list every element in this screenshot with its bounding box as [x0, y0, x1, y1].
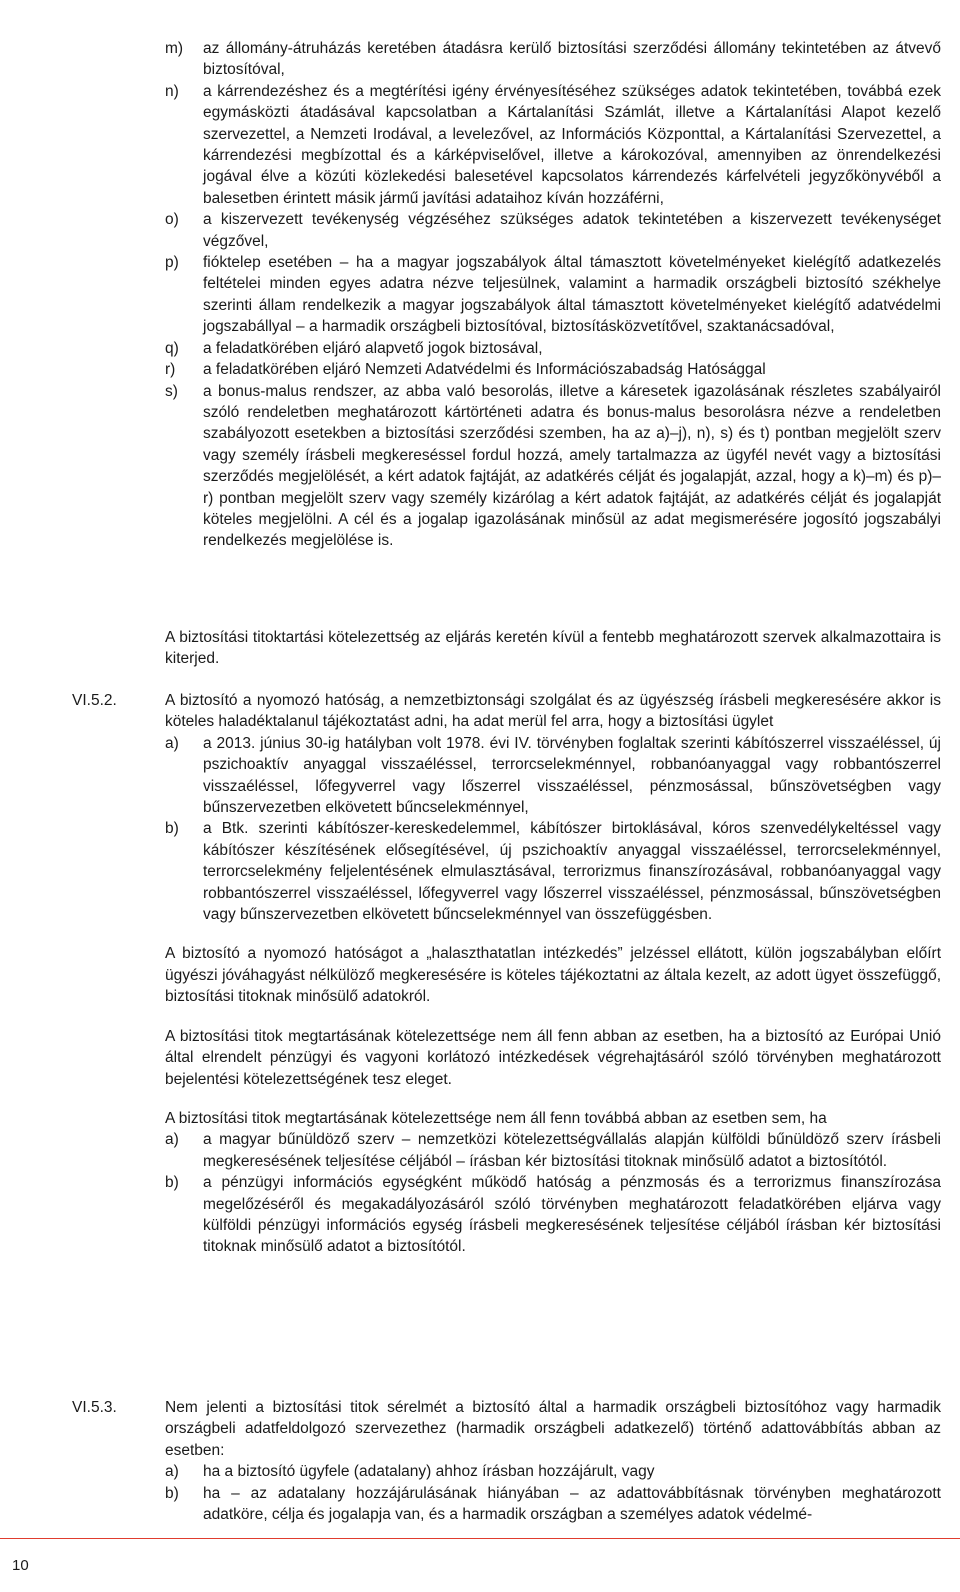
list-item-o — [165, 209, 941, 252]
list-item-p — [165, 252, 941, 338]
footer-rule — [0, 1538, 960, 1539]
section-553-item-a — [165, 1461, 941, 1482]
list-text: a kiszervezett tevékenység végzéséhez szükséges adatok tekintetében a kiszervezett tevékenységet végzővel, — [203, 211, 941, 250]
list-label: s) — [165, 382, 178, 400]
section-552-item-a — [165, 733, 941, 819]
section-552-item2-b — [165, 1172, 941, 1258]
list-item-r — [165, 359, 941, 380]
section-553-intro: Nem jelenti a biztosítási titok sérelmét a biztosító által a harmadik országbeli biztosítóhoz vagy harmadik országbeli adatfeldolgozó szervezethez (harmadik országbeli adatkezelő) történő adattovábbítás abban az esetben: — [165, 1399, 941, 1459]
list-label: b) — [165, 1484, 179, 1502]
list-text: a pénzügyi információs egységként működő hatóság a pénzmosás és a terrorizmus finanszírozása megelőzéséről és megakadályozásáról szóló törvényben meghatározott feladatkörében eljárva vagy külföldi pénzügyi információs egység írásbeli megkeresésének teljesítése céljából írásban kér biztosítási titoknak minősülő adatot a biztosítótól. — [203, 1174, 941, 1256]
section-552-body — [165, 690, 941, 1258]
list-text: ha – az adatalany hozzájárulásának hiányában – az adattovábbításnak törvényben meghatározott adatköre, célja és jogalapja van, és a harmadik országban a személyes adatok védelmé- — [203, 1484, 941, 1524]
list-text: a kárrendezéshez és a megtérítési igény érvényesítéséhez szükséges adatok tekintetében, továbbá ezek egymásközti átadásával kapcsolatban a Kártalanítási Számlát, illetve a Kártalanítási Alapot kezelő szervezettel, a Nemzeti Irodával, a levelezővel, az Információs Központtal, a Kártalanítási Szervezettel, a kárrendezési megbízottal és a kárképviselővel, illetve a károkozóval, amennyiben az önrendelkezési jogával élve a közúti közlekedési balesetével kapcsolatos kárrendezés kárfelvételi jegyzőkönyvéből a balesetben érintett másik jármű javítási adataihoz kíván hozzáférni, — [203, 82, 941, 207]
section-552-item-b — [165, 818, 941, 925]
list-label: o) — [165, 211, 179, 229]
list-label: p) — [165, 254, 179, 272]
list-top — [165, 38, 941, 552]
list-item-m — [165, 38, 941, 81]
list-label: a) — [165, 1463, 179, 1481]
section-552-intro: A biztosító a nyomozó hatóság, a nemzetbiztonsági szolgálat és az ügyészség írásbeli megkeresésére akkor is köteles haladéktalanul tájékoztatást adni, ha adat merül fel arra, hogy a biztosítási ügylet — [165, 692, 941, 731]
confidentiality-paragraph: A biztosítási titoktartási kötelezettség az eljárás keretén kívül a fentebb meghatározott szervek alkalmazottaira is kiterjed. — [165, 629, 941, 668]
list-text: a magyar bűnüldöző szerv – nemzetközi kötelezettségvállalás alapján külföldi bűnüldöző szerv írásbeli megkeresésének teljesítése céljából – írásban kér biztosítási titoknak minősülő adatot a biztosítótól. — [203, 1131, 941, 1170]
list-text: a feladatkörében eljáró Nemzeti Adatvédelmi és Információszabadság Hatósággal — [203, 361, 766, 379]
list-text: ha a biztosító ügyfele (adatalany) ahhoz írásban hozzájárult, vagy — [203, 1463, 655, 1481]
list-text: a feladatkörében eljáró alapvető jogok biztosával, — [203, 339, 543, 357]
list-label: a) — [165, 1131, 179, 1149]
list-text: a 2013. június 30-ig hatályban volt 1978. évi IV. törvényben foglaltak szerinti kábítószerrel visszaéléssel, új pszichoaktív anyaggal visszaéléssel, terrorcselekménnyel, robbanóanyaggal vagy robbantószerrel visszaéléssel, lőfegyverrel vagy lőszerrel visszaéléssel, pénzmosással, bűnszövetségben vagy bűnszervezetben elkövetett bűncselekménnyel, — [203, 734, 941, 817]
list-label: r) — [165, 361, 176, 379]
section-number-553: VI.5.3. — [72, 1399, 117, 1416]
list-label: n) — [165, 82, 179, 100]
list-item-n — [165, 81, 941, 209]
list-text: fióktelep esetében – ha a magyar jogszabályok által támasztott követelményeket kielégítő adatkezelés feltételei minden egyes adatra nézve teljesülnek, valamint a harmadik országbeli biztosító székhelye szerinti állam rendelkezik a magyar jogszabályok által támasztott követelményeket kielégítő adatvédelmi jogszabállyal – a harmadik országbeli biztosítóval, biztosításközvetítővel, szaktanácsadóval, — [203, 254, 941, 336]
section-number-552: VI.5.2. — [72, 692, 117, 709]
section-553-body — [165, 1397, 941, 1525]
list-label: a) — [165, 734, 179, 752]
section-552-para-1: A biztosító a nyomozó hatóságot a „halaszthatatlan intézkedés” jelzéssel ellátott, külön jogszabályban előírt ügyészi jóváhagyást nélkülöző megkeresésére is köteles tájékoztatni az általa kezelt, az adott ügyet összefüggő, biztosítási titoknak minősülő adatokról. — [165, 945, 941, 1006]
list-text: a Btk. szerinti kábítószer-kereskedelemmel, kábítószer birtoklásával, kóros szenvedélykeltéssel vagy kábítószer készítésének elősegítésével, új pszichoaktív anyaggal visszaéléssel, terrorcselekménnyel, terrorcselekmény feljelentésének elmulasztásával, terrorizmus finanszírozásával, robbanóanyaggal vagy robbantószerrel visszaéléssel, lőfegyverrel vagy lőszerrel visszaéléssel, pénzmosással, bűnszövetségben vagy bűnszervezetben elkövetett bűncselekménnyel van összefüggésben. — [203, 820, 941, 924]
list-label: b) — [165, 1174, 179, 1192]
section-552-item2-a — [165, 1129, 941, 1172]
list-label: b) — [165, 820, 179, 838]
list-item-q — [165, 338, 941, 359]
section-552-para-3: A biztosítási titok megtartásának kötelezettsége nem áll fenn továbbá abban az esetben sem, ha — [165, 1109, 827, 1127]
page-number: 10 — [12, 1557, 29, 1574]
section-552-para-2: A biztosítási titok megtartásának kötelezettsége nem áll fenn abban az esetben, ha a biztosító az Európai Unió által elrendelt pénzügyi és vagyoni korlátozó intézkedések végrehajtásáról szóló törvényben meghatározott bejelentési kötelezettségének tesz eleget. — [165, 1027, 941, 1088]
list-label: m) — [165, 40, 184, 57]
list-item-s — [165, 381, 941, 552]
list-text: az állomány-átruházás keretében átadásra kerülő biztosítási szerződési állomány tekintetében az átvevő biztosítóval, — [203, 40, 941, 79]
section-553-item-b — [165, 1483, 941, 1526]
list-text: a bonus-malus rendszer, az abba való besorolás, illetve a káresetek igazolásának részletes szabályairól szóló rendeletben meghatározott kártörténeti adatra és bonus-malus besorolásra nézve a rendeletben szabályozott esetekben a biztosítási szerződési szemben, ha az a)–j), n), s) és t) pontban megjelölt szerv vagy személy írásbeli megkereséssel fordul hozzá, amely tartalmazza az ügyfél nevét vagy a biztosítási szerződés megjelölését, a kért adatok fajtáját, az adatkérés célját és jogalapját, azzal, hogy a k)–m) és p)–r) pontban megjelölt szerv vagy személy kizárólag a kért adatok fajtáját, az adatkérés célját és jogalapját köteles megjelölni. A cél és a jogalap igazolásának minősül az adat megismerésére jogosító jogszabályi rendelkezés megjelölése is. — [203, 382, 941, 550]
list-label: q) — [165, 339, 179, 357]
